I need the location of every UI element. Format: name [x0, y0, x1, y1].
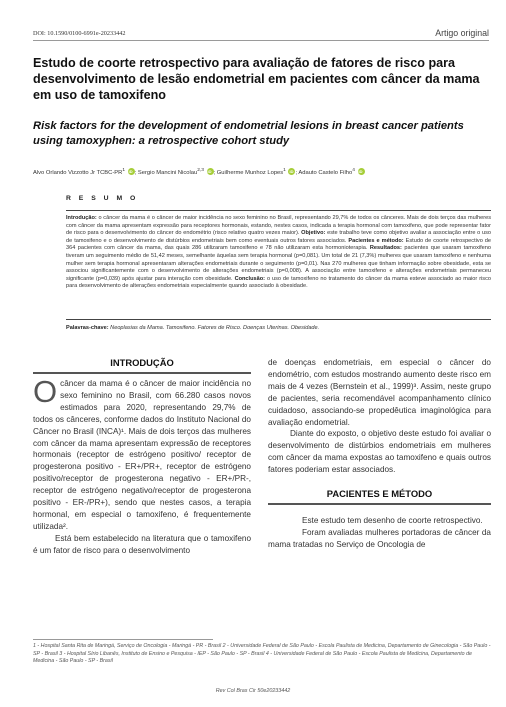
article-type-label: Artigo original — [435, 28, 489, 38]
orcid-icon[interactable] — [207, 168, 214, 175]
journal-footer: Rev Col Bras Cir 50e20233442 — [215, 688, 291, 694]
title-portuguese: Estudo de coorte retrospectivo para avaliação de fatores de risco para desenvolvimento de lesão endometrial em pacientes com câncer da mama em uso de tamoxifeno — [33, 56, 480, 102]
orcid-icon[interactable] — [358, 168, 365, 175]
orcid-icon[interactable] — [288, 168, 295, 175]
methods-heading: PACIENTES E MÉTODO — [268, 488, 491, 505]
affiliations-footnote: 1 - Hospital Santa Rita de Maringá, Serviço de Oncologia - Maringá - PR - Brasil 2 - Universidade Federal de São Paulo - Escola Paulista de Medicina, Departamento de Ginecologia - São Paulo - SP - Brasil 3 - Hospital Sírio Libanês, Instituto de Ensino e Pesquisa - IEP - São Paulo - SP - Brasil 4 - Universidade Federal de São Paulo - Escola Paulista de Medicina, Departamento de Medicina - São Paulo - SP - Brasil — [33, 643, 491, 665]
left-column — [33, 357, 251, 557]
abstract-body: Introdução: o câncer da mama é o câncer de maior incidência no sexo feminino no Brasil, representando 29,7% de todos os cânceres. Mais de dois terços das mulheres com câncer da mama apresentam expressão para receptores hormonais, estando, nestes casos, indicada a terapia hormonal com tamoxifeno, que pode representar fator de risco para o desenvolvimento do câncer do endométrio (risco relativo quatro vezes maior). Objetivo: este trabalho teve como objetivo avaliar a associação entre o uso de tamoxifeno e o desenvolvimento de distúrbios endometriais bem como eventuais outros fatores associados. Pacientes e método: Estudo de coorte retrospectivo de 364 pacientes com câncer da mama, das quais 286 utilizaram tamoxifeno e 78 não utilizaram esta hormonioterapia. Resultados: pacientes que usaram tamoxifeno tiveram um seguimento médio de 51,42 meses, semelhante àquelas sem terapia hormonal (p=0,081). Um total de 21 (7,3%) mulheres que usaram tamoxifeno e nenhuma mulher sem terapia hormonal apresentaram alterações endometriais durante o seguimento (p=0,01). Nas 270 mulheres que tinham informação sobre obesidade, esta se associou significantemente com o desenvolvimento de alterações endometriais (p=0,008). A associação entre tamoxifeno e alterações endometriais permaneceu significante (p=0,039) após ajustar para interação com obesidade. Conclusão: o uso de tamoxifeno no tratamento do câncer da mama esteve associado ao maior risco para desenvolvimento de alterações endometriais especialmente quando associado à obesidade. — [66, 215, 492, 290]
author-name: Adauto Castelo Filho$^4$ — [298, 168, 355, 176]
footnote-divider — [33, 639, 213, 640]
intro-heading: INTRODUÇÃO — [33, 357, 251, 374]
right-paragraph-1: de doenças endometriais, em especial o câncer do endométrio, com estudos mostrando aumento deste risco em mais de 4 vezes (Bernstein et al., 1999)³. Assim, neste grupo de pacientes, seria recomendável acompanhamento clínico cuidadoso, associando-se propedêutica imaginológica para avaliação endometrial. — [268, 358, 491, 427]
abstract-heading: R E S U M O — [66, 195, 139, 202]
title-english: Risk factors for the development of endometrial lesions in breast cancer patients using tamoxyphen: a retrospective cohort study — [33, 120, 464, 147]
abstract-section — [66, 195, 491, 336]
drop-cap: O — [33, 374, 58, 409]
orcid-icon[interactable] — [128, 168, 135, 175]
doi-text[interactable]: DOI: 10.1590/0100-6991e-20233442 — [33, 30, 126, 37]
intro-paragraph-2: Está bem estabelecido na literatura que o tamoxifeno é um fator de risco para o desenvolvimento — [33, 533, 251, 555]
header-divider — [33, 40, 489, 41]
author-name: Alvo Orlando Vizzotto Jr TCBC-$PR^1$ — [33, 168, 126, 176]
author-list: Alvo Orlando Vizzotto Jr TCBC-$PR^1$ iD ; Sergio Mancini Nicolau$^{2,3}$ iD ; Guilherme Munhoz Lopes$^1$ iD ; Adauto Castelo Filho$^4$ iD — [33, 166, 489, 178]
author-name: Guilherme Munhoz Lopes$^1$ — [216, 168, 286, 176]
right-paragraph-2: Diante do exposto, o objetivo deste estudo foi avaliar o desenvolvimento de distúrbios endometriais em mulheres com câncer da mama expostas ao tamoxifeno e quais outros fatores poderiam estar associados. — [268, 429, 491, 475]
keywords: Palavras-chave: Neoplasias da Mama. Tamoxifeno. Fatores de Risco. Doenças Uterinas. Obesidade. — [66, 325, 320, 331]
intro-paragraph-1: Ocâncer da mama é o câncer de maior incidência no sexo feminino no Brasil, com 66.280 casos novos estimados para 2020, representando 29,7% de todos os cânceres, conforme dados do Instituto Nacional do Câncer no Brasil (INCA)¹. Mais de dois terços das mulheres com câncer da mama apresentam expressão de receptores hormonais (receptor de estrógeno positivo/ receptor de progesterona positivo - ER+/PR+, receptor de estrógeno positivo/receptor de progesterona negativo - ER+/PR-, receptor de estrógeno negativo/receptor de progesterona positivo - ER-/PR+), sendo que nestes casos, a terapia hormonal, em especial o tamoxifeno, é frequentemente utilizada². — [33, 374, 251, 531]
abstract-divider-top — [66, 210, 491, 211]
author-name: Sergio Mancini Nicolau$^{2,3}$ — [137, 168, 204, 176]
right-column — [268, 357, 491, 551]
methods-paragraph-2: Foram avaliadas mulheres portadoras de câncer da mama tratadas no Serviço de Oncologia de — [268, 527, 491, 549]
abstract-divider-bottom — [66, 319, 491, 320]
methods-paragraph-1: Este estudo tem desenho de coorte retrospectivo. — [302, 516, 483, 526]
